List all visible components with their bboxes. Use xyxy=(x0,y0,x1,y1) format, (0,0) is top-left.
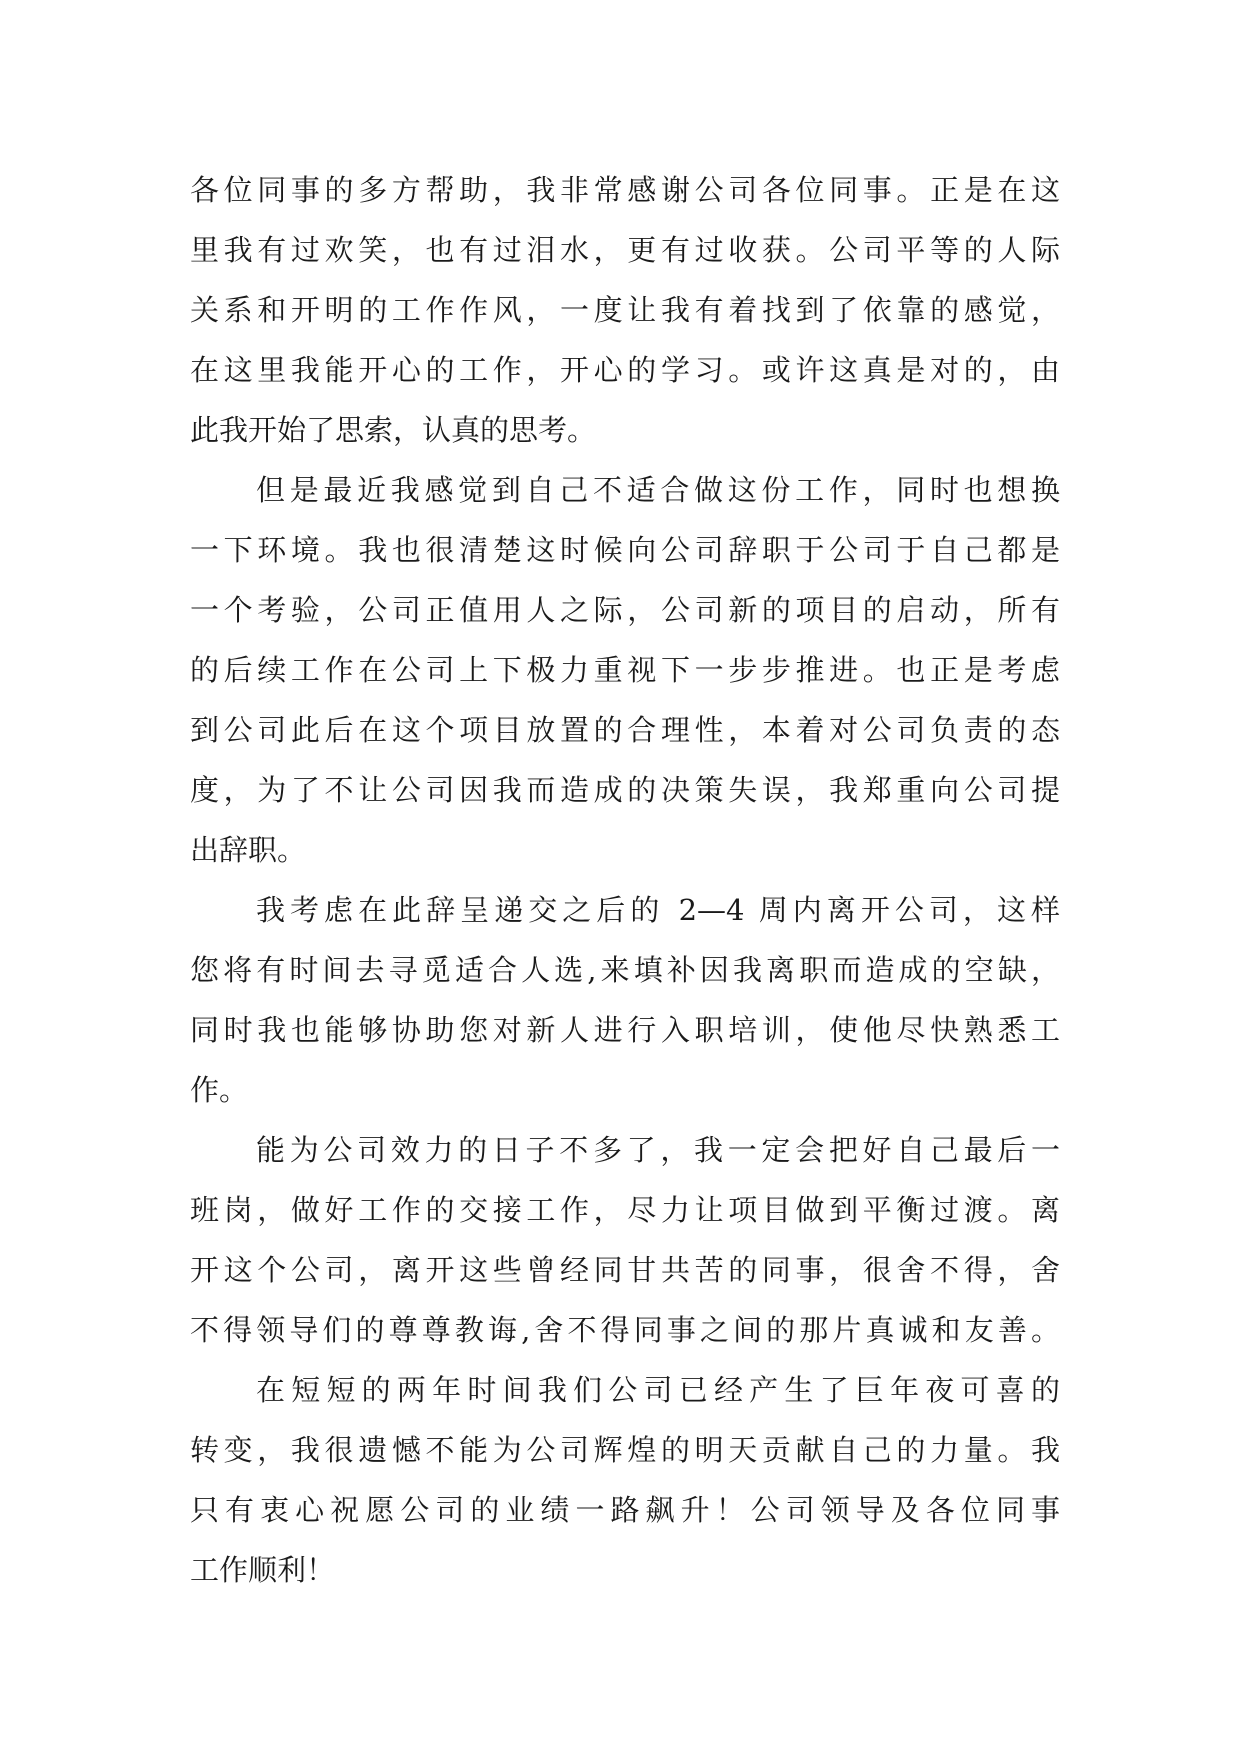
text-line: 出辞职。 xyxy=(190,833,307,867)
text-line: 在这里我能开心的工作，开心的学习。或许这真是对的，由 xyxy=(190,353,1060,387)
text-line: 转变，我很遗憾不能为公司辉煌的明天贡献自己的力量。我 xyxy=(190,1433,1060,1467)
text-line: 只有衷心祝愿公司的业绩一路飙升！公司领导及各位同事 xyxy=(190,1493,1060,1527)
text-line: 里我有过欢笑，也有过泪水，更有过收获。公司平等的人际 xyxy=(190,233,1060,267)
text-line: 工作顺利！ xyxy=(190,1553,336,1587)
text-line: 但是最近我感觉到自己不适合做这份工作，同时也想换 xyxy=(256,473,1060,507)
text-line: 您将有时间去寻觅适合人选,来填补因我离职而造成的空缺， xyxy=(190,953,1060,987)
text-line: 此我开始了思索，认真的思考。 xyxy=(190,413,597,447)
document-body xyxy=(190,160,1060,1600)
text-line: 度，为了不让公司因我而造成的决策失误，我郑重向公司提 xyxy=(190,773,1060,807)
text-line: 班岗，做好工作的交接工作，尽力让项目做到平衡过渡。离 xyxy=(190,1193,1060,1227)
text-line: 一个考验，公司正值用人之际，公司新的项目的启动，所有 xyxy=(190,593,1060,627)
text-line: 我考虑在此辞呈递交之后的 2—4 周内离开公司，这样 xyxy=(256,893,1060,927)
text-line: 的后续工作在公司上下极力重视下一步步推进。也正是考虑 xyxy=(190,653,1060,687)
text-line: 到公司此后在这个项目放置的合理性，本着对公司负责的态 xyxy=(190,713,1060,747)
text-line: 同时我也能够协助您对新人进行入职培训，使他尽快熟悉工 xyxy=(190,1013,1060,1047)
text-line: 能为公司效力的日子不多了，我一定会把好自己最后一 xyxy=(256,1133,1060,1167)
text-line: 在短短的两年时间我们公司已经产生了巨年夜可喜的 xyxy=(256,1373,1060,1407)
text-line: 各位同事的多方帮助，我非常感谢公司各位同事。正是在这 xyxy=(190,173,1060,207)
text-line: 一下环境。我也很清楚这时候向公司辞职于公司于自己都是 xyxy=(190,533,1060,567)
text-line: 作。 xyxy=(190,1073,249,1107)
text-line: 不得领导们的尊尊教诲,舍不得同事之间的那片真诚和友善。 xyxy=(190,1313,1060,1347)
text-line: 关系和开明的工作作风，一度让我有着找到了依靠的感觉， xyxy=(190,293,1060,327)
text-line: 开这个公司，离开这些曾经同甘共苦的同事，很舍不得，舍 xyxy=(190,1253,1060,1287)
